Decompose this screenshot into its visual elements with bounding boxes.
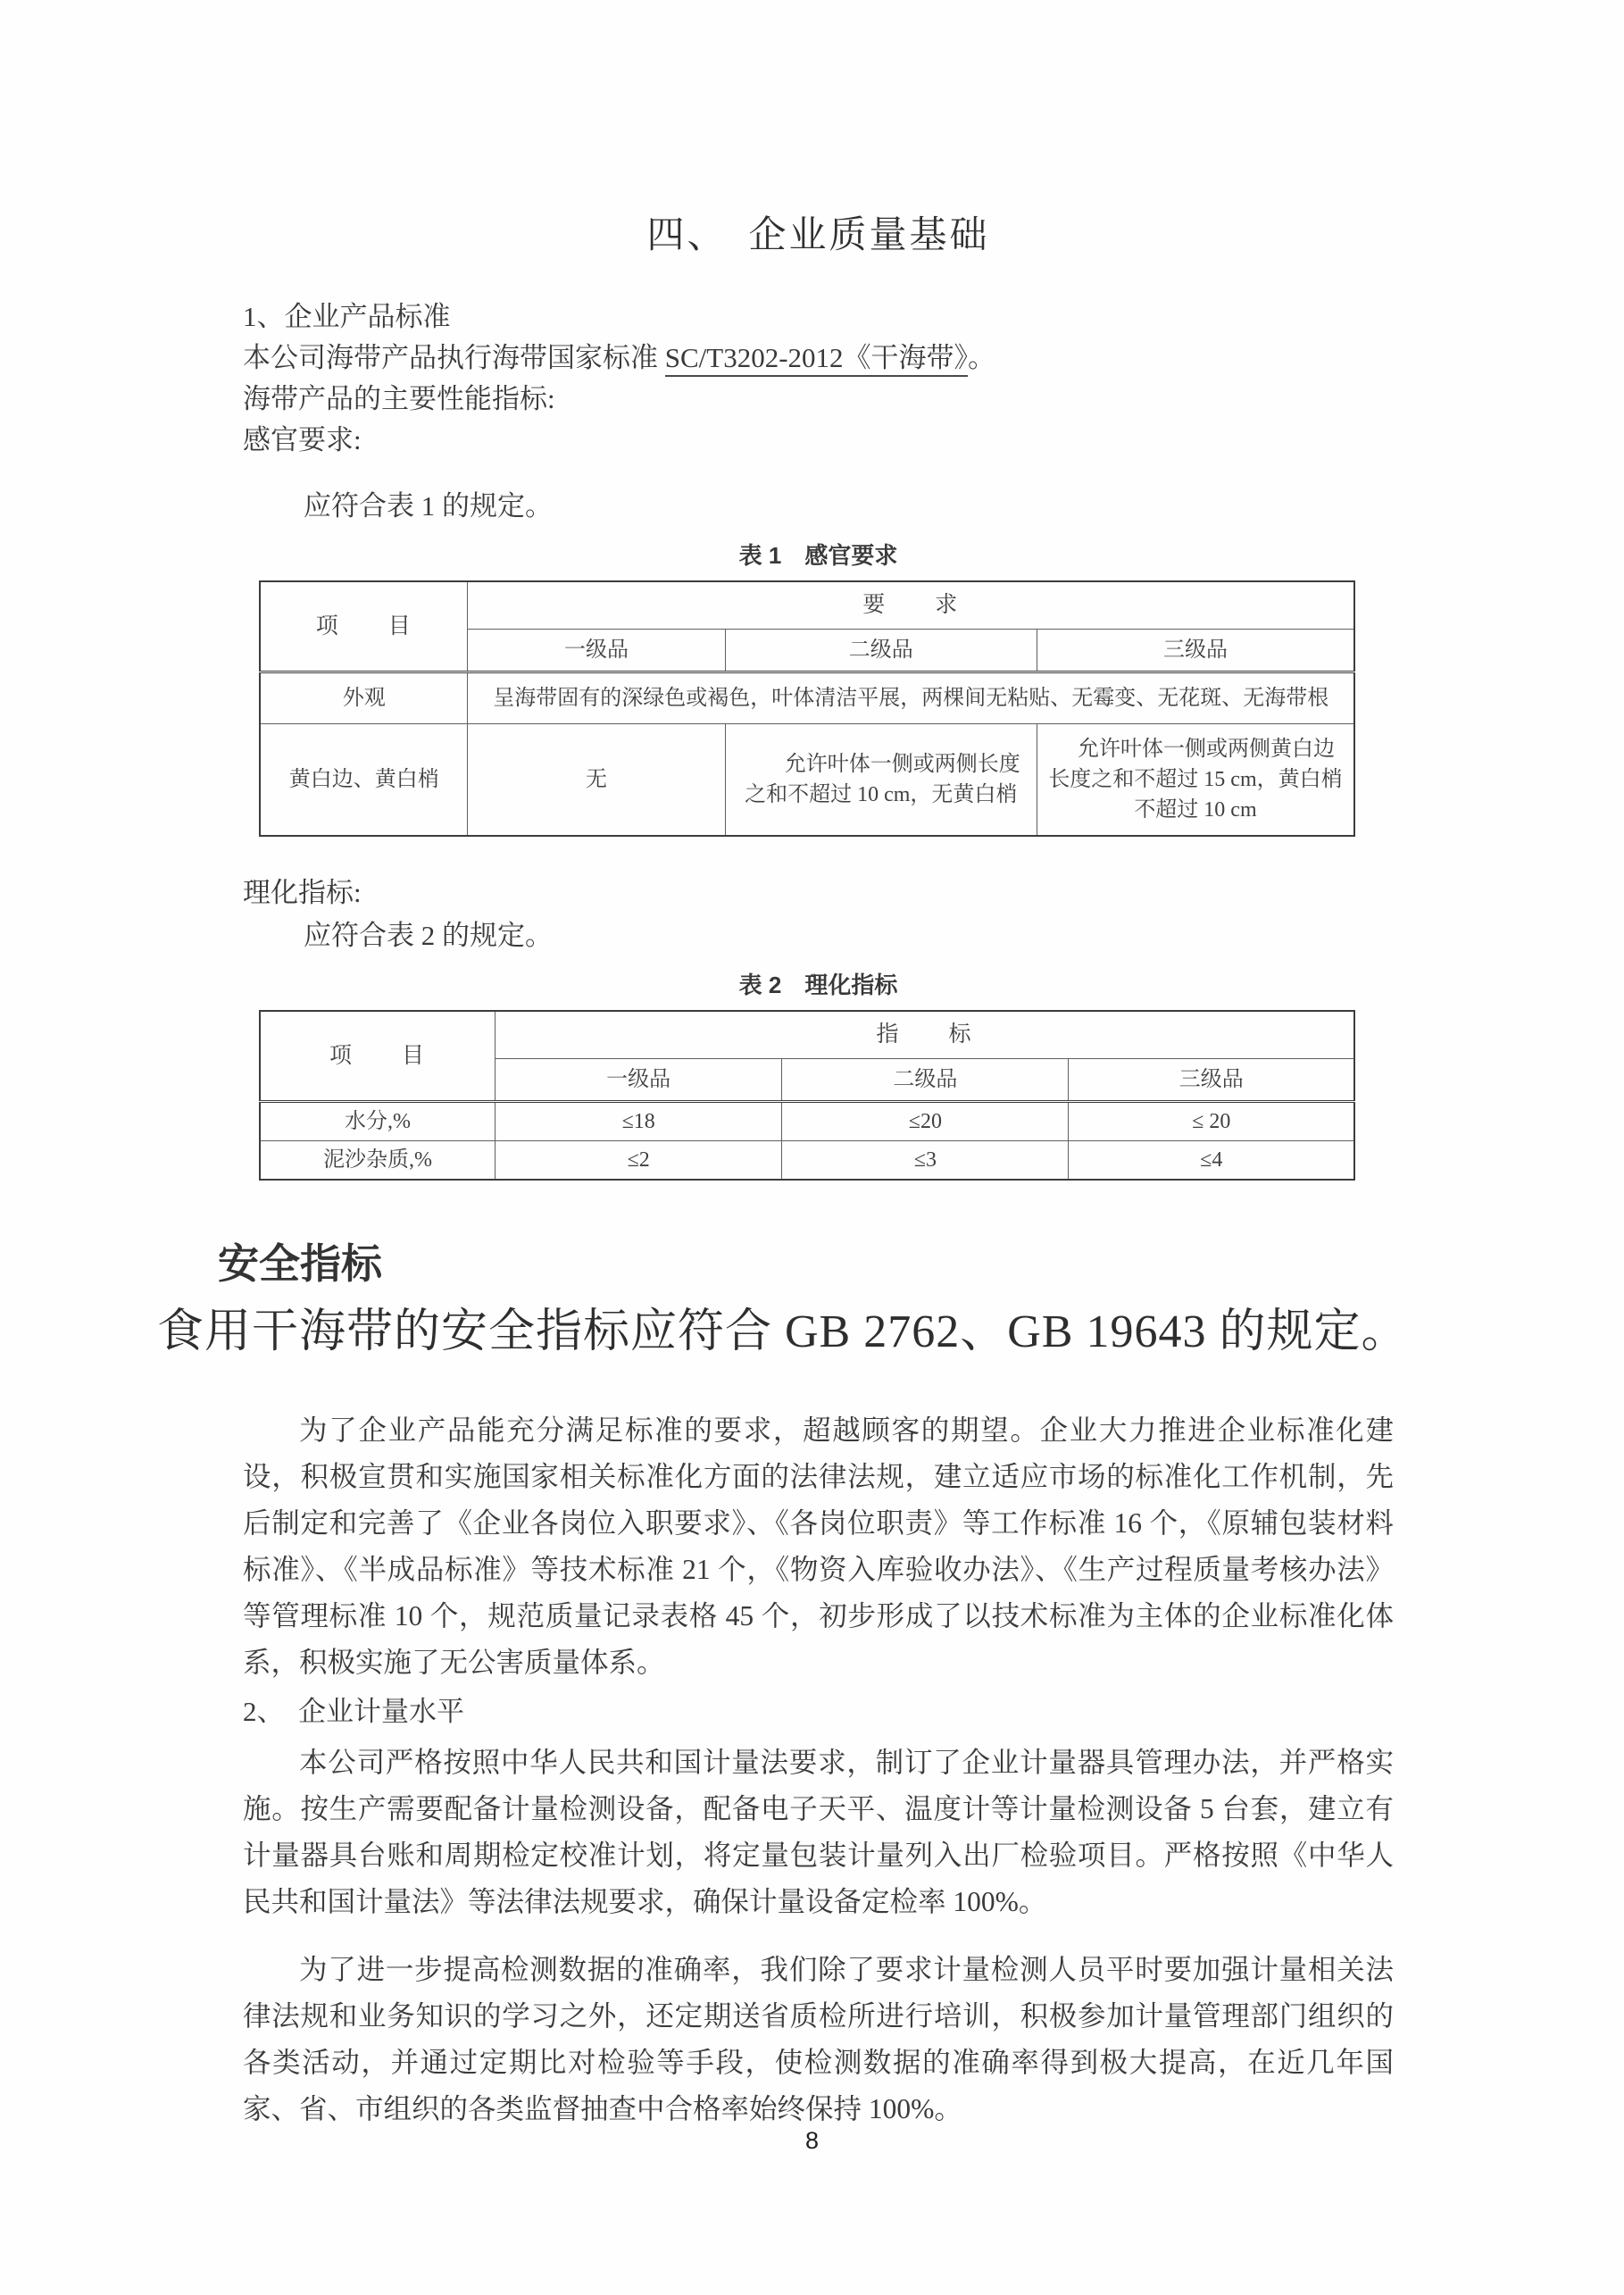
table2-moisture-grade3: ≤ 20	[1069, 1102, 1354, 1141]
performance-indicators-line: 海带产品的主要性能指标:	[243, 383, 555, 414]
table2-sediment-grade2: ≤3	[782, 1141, 1069, 1181]
table1-note: 应符合表 1 的规定。	[304, 490, 553, 522]
table2-grade3-header: 三级品	[1069, 1059, 1354, 1102]
table1-grade1-header: 一级品	[468, 630, 725, 672]
table2-sediment-label: 泥沙杂质,%	[260, 1141, 496, 1181]
table1-appearance-value: 呈海带固有的深绿色或褐色，叶体清洁平展，两棵间无粘贴、无霉变、无花斑、无海带根	[468, 672, 1354, 724]
section-1	[243, 296, 1394, 461]
sensory-requirements-table	[259, 580, 1355, 837]
table1-edge-grade1-value: 无	[468, 724, 725, 837]
table1-appearance-label: 外观	[260, 672, 468, 724]
metrology-paragraph-1: 本公司严格按照中华人民共和国计量法要求，制订了企业计量器具管理办法，并严格实施。按生产需要配备计量检测设备，配备电子天平、温度计等计量检测设备 5 台套，建立有计量器具台账和周期检定校准计划，将定量包装计量列入出厂检验项目。严格按照《中华人民共和国计量法》等法律法规要求，确保计量设备定检率 100%。	[243, 1747, 1394, 1917]
safety-statement: 食用干海带的安全指标应符合 GB 2762、GB 19643 的规定。	[157, 1306, 1409, 1357]
table1-header-row-1	[260, 581, 1354, 630]
table1-appearance-row	[260, 672, 1354, 724]
table2-grade2-header: 二级品	[782, 1059, 1069, 1102]
table2-sediment-row	[260, 1141, 1354, 1181]
table1-item-header: 项 目	[260, 581, 468, 672]
table1-grade2-header: 二级品	[725, 630, 1037, 672]
table2-moisture-grade2: ≤20	[782, 1102, 1069, 1141]
table1-edge-row	[260, 724, 1354, 837]
table2-caption: 表 2 理化指标	[738, 972, 898, 998]
table1-edge-grade2-value: 允许叶体一侧或两侧长度之和不超过 10 cm，无黄白梢	[725, 724, 1037, 837]
safety-heading: 安全指标	[218, 1240, 382, 1287]
table1-requirement-header: 要 求	[468, 581, 1354, 630]
table2-sediment-grade3: ≤4	[1069, 1141, 1354, 1181]
table1-edge-label: 黄白边、黄白梢	[260, 724, 468, 837]
standard-code: SC/T3202-2012《干海带》	[665, 342, 968, 377]
standard-reference-line	[243, 338, 1394, 379]
page-number: 8	[804, 2127, 820, 2154]
table2-note: 应符合表 2 的规定。	[304, 920, 553, 951]
table2-indicator-header: 指 标	[496, 1011, 1354, 1059]
standardization-paragraph: 为了企业产品能充分满足标准的要求，超越顾客的期望。企业大力推进企业标准化建设，积极宣贯和实施国家相关标准化方面的法律法规，建立适应市场的标准化工作机制，先后制定和完善了《企业各岗位入职要求》、《各岗位职责》等工作标准 16 个，《原辅包装材料标准》、《半成品标准》等技术标准 21 个，《物资入库验收办法》、《生产过程质量考核办法》等管理标准 10 个，规范质量记录表格 45 个，初步形成了以技术标准为主体的企业标准化体系，积极实施了无公害质量体系。	[243, 1415, 1394, 1678]
table1-edge-grade3-value: 允许叶体一侧或两侧黄白边长度之和不超过 15 cm，黄白梢不超过 10 cm	[1037, 724, 1354, 837]
sensory-requirements-label: 感官要求:	[243, 424, 362, 455]
table2-sediment-grade1: ≤2	[496, 1141, 782, 1181]
physchem-label: 理化指标:	[243, 877, 362, 908]
standard-reference-prefix: 本公司海带产品执行海带国家标准	[243, 342, 665, 373]
standard-reference-suffix: 。	[968, 342, 996, 373]
table2-moisture-row	[260, 1102, 1354, 1141]
table1-caption: 表 1 感官要求	[738, 542, 898, 569]
section-1-heading: 1、企业产品标准	[243, 301, 451, 332]
table2-grade1-header: 一级品	[496, 1059, 782, 1102]
table1-grade3-header: 三级品	[1037, 630, 1354, 672]
safety-indicators-section	[157, 1238, 1409, 1364]
table2-header-row-1	[260, 1011, 1354, 1059]
table2-item-header: 项 目	[260, 1011, 496, 1102]
section-2-heading: 2、 企业计量水平	[243, 1696, 464, 1727]
page-title: 四、 企业质量基础	[646, 215, 990, 256]
table2-moisture-grade1: ≤18	[496, 1102, 782, 1141]
table2-moisture-label: 水分,%	[260, 1102, 496, 1141]
physchem-indicators-table	[259, 1010, 1355, 1181]
metrology-paragraph-2: 为了进一步提高检测数据的准确率，我们除了要求计量检测人员平时要加强计量相关法律法规和业务知识的学习之外，还定期送省质检所进行培训，积极参加计量管理部门组织的各类活动，并通过定期比对检验等手段，使检测数据的准确率得到极大提高，在近几年国家、省、市组织的各类监督抽查中合格率始终保持 100%。	[243, 1954, 1394, 2124]
